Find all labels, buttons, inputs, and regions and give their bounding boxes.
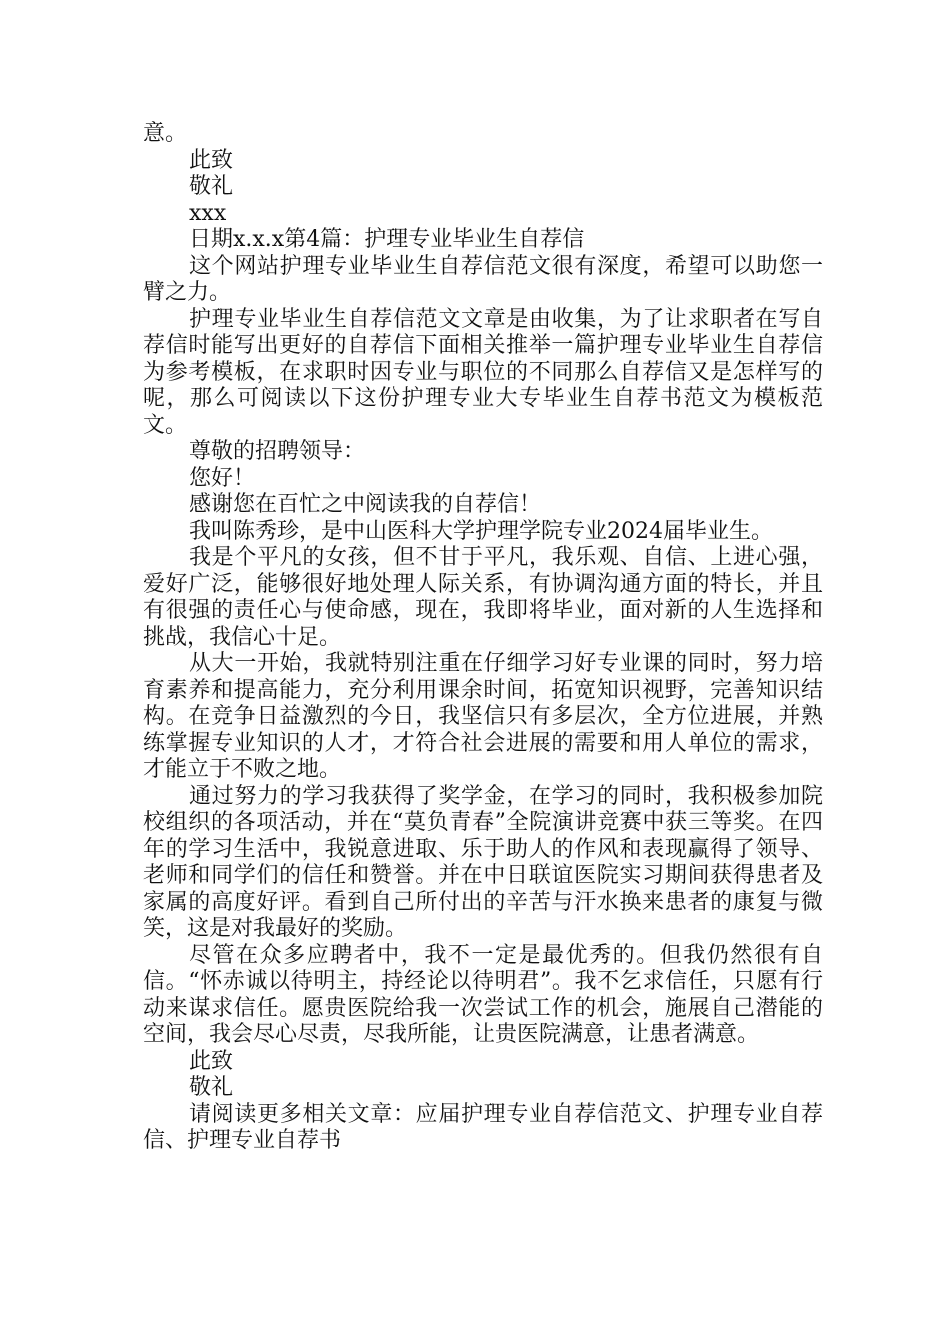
paragraph-hello: 您好！ [189, 465, 256, 491]
document-body [143, 121, 823, 1155]
paragraph-signature: xxx [189, 200, 227, 226]
paragraph-date-heading: 日期x.x.x第4篇：护理专业毕业生自荐信 [189, 227, 585, 252]
paragraph-self-intro: 我叫陈秀珍，是中山医科大学护理学院专业2024届毕业生。 [189, 518, 773, 544]
paragraph-salutation-1: 此致 [189, 147, 234, 173]
paragraph-closing-fragment: 意。 [143, 121, 188, 146]
paragraph-regards-2: 敬礼 [189, 1075, 234, 1100]
paragraph-closing: 尽管在众多应聘者中，我不一定是最优秀的。但我仍然很有自信。“怀赤诚以待明主，持经论以待明君”。我不乞求信任，只愿有行动来谋求信任。愿贵医院给我一次尝试工作的机会，施展自己潜能的空间，我会尽心尽责，尽我所能，让贵医院满意，让患者满意。 [143, 942, 823, 1047]
paragraph-thanks: 感谢您在百忙之中阅读我的自荐信！ [189, 492, 542, 517]
paragraph-achievements: 通过努力的学习我获得了奖学金，在学习的同时，我积极参加院校组织的各项活动，并在“莫负青春”全院演讲竞赛中获三等奖。在四年的学习生活中，我锐意进取、乐于助人的作风和表现赢得了领导、老师和同学们的信任和赞誉。并在中日联谊医院实习期间获得患者及家属的高度好评。看到自己所付出的辛苦与汗水换来患者的康复与微笑，这是对我最好的奖励。 [143, 783, 823, 941]
paragraph-description: 护理专业毕业生自荐信范文文章是由收集，为了让求职者在写自荐信时能写出更好的自荐信下面相关推举一篇护理专业毕业生自荐信为参考模板，在求职时因专业与职位的不同那么自荐信又是怎样写的呢，那么可阅读以下这份护理专业大专毕业生自荐书范文为模板范文。 [143, 306, 823, 438]
paragraph-regards-1: 敬礼 [189, 174, 234, 199]
paragraph-intro: 这个网站护理专业毕业生自荐信范文很有深度，希望可以助您一臂之力。 [143, 253, 823, 305]
paragraph-personality: 我是个平凡的女孩，但不甘于平凡，我乐观、自信、上进心强，爱好广泛，能够很好地处理人际关系，有协调沟通方面的特长，并且有很强的责任心与使命感，现在，我即将毕业，面对新的人生选择和挑战，我信心十足。 [143, 545, 823, 650]
paragraph-related-articles: 请阅读更多相关文章：应届护理专业自荐信范文、护理专业自荐信、护理专业自荐书 [143, 1101, 823, 1153]
paragraph-greeting: 尊敬的招聘领导： [189, 439, 366, 464]
paragraph-salutation-2: 此致 [189, 1048, 234, 1074]
paragraph-study: 从大一开始，我就特别注重在仔细学习好专业课的同时，努力培育素养和提高能力，充分利用课余时间，拓宽知识视野，完善知识结构。在竞争日益激烈的今日，我坚信只有多层次，全方位进展，并熟练掌握专业知识的人才，才符合社会进展的需要和用人单位的需求，才能立于不败之地。 [143, 651, 823, 782]
